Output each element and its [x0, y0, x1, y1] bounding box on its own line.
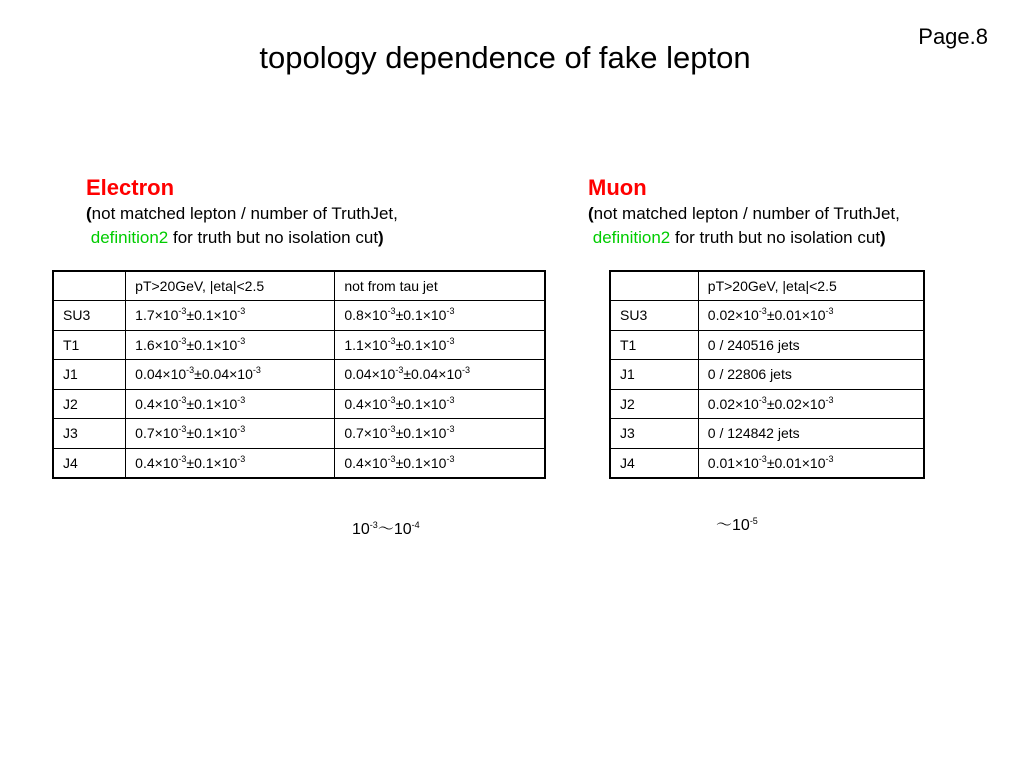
table-cell: 0 / 240516 jets — [698, 330, 924, 360]
table-cell: T1 — [610, 330, 698, 360]
table-header-cell: pT>20GeV, |eta|<2.5 — [698, 271, 924, 301]
muon-heading: Muon — [588, 175, 647, 200]
table-row — [610, 448, 924, 478]
table-cell: $1.7\times 10^{-3}\pm 0.1\times 10^{-3}$ — [126, 301, 335, 331]
table-cell: $0.4\times 10^{-3}\pm 0.1\times 10^{-3}$ — [335, 389, 545, 419]
muon-section — [588, 174, 900, 250]
table-cell: $0.02\times 10^{-3}\pm 0.01\times 10^{-3}$ — [698, 301, 924, 331]
table-cell: SU3 — [610, 301, 698, 331]
table-row — [53, 330, 545, 360]
table-cell: 0 / 22806 jets — [698, 360, 924, 390]
table-row — [610, 330, 924, 360]
table-row — [53, 448, 545, 478]
table-cell: $0.7\times 10^{-3}\pm 0.1\times 10^{-3}$ — [126, 419, 335, 449]
electron-desc-text2: for truth but no isolation cut — [168, 228, 379, 247]
electron-description-line2 — [86, 226, 398, 250]
table-cell: $0.04\times 10^{-3}\pm 0.04\times 10^{-3}$ — [126, 360, 335, 390]
table-cell: T1 — [53, 330, 126, 360]
table-header-cell — [610, 271, 698, 301]
table-row — [610, 389, 924, 419]
table-row — [610, 301, 924, 331]
electron-table — [52, 270, 546, 479]
table-header-row — [610, 271, 924, 301]
table-row — [53, 389, 545, 419]
table-cell: $0.01\times 10^{-3}\pm 0.01\times 10^{-3}$ — [698, 448, 924, 478]
electron-close-paren: ) — [378, 228, 384, 247]
table-cell: $0.4\times 10^{-3}\pm 0.1\times 10^{-3}$ — [126, 448, 335, 478]
electron-range-note: $10^{-3}\sim 10^{-4}$ — [352, 520, 420, 538]
muon-range-note: $\sim 10^{-5}$ — [716, 516, 758, 534]
table-cell: $0.4\times 10^{-3}\pm 0.1\times 10^{-3}$ — [335, 448, 545, 478]
table-header-cell — [53, 271, 126, 301]
table-cell: $1.6\times 10^{-3}\pm 0.1\times 10^{-3}$ — [126, 330, 335, 360]
table-cell: J1 — [53, 360, 126, 390]
table-cell: J3 — [53, 419, 126, 449]
muon-definition-label: definition2 — [592, 228, 671, 247]
table-header-cell: pT>20GeV, |eta|<2.5 — [126, 271, 335, 301]
electron-open-paren: ( — [86, 204, 92, 223]
muon-table — [609, 270, 925, 479]
table-row — [610, 360, 924, 390]
muon-description-line1 — [588, 202, 900, 226]
page-number: Page.8 — [918, 24, 988, 49]
table-cell: J1 — [610, 360, 698, 390]
table-cell: J2 — [53, 389, 126, 419]
electron-heading: Electron — [86, 175, 175, 200]
table-row — [53, 360, 545, 390]
electron-desc-text1: not matched lepton / number of TruthJet, — [91, 204, 398, 223]
table-cell: $0.7\times 10^{-3}\pm 0.1\times 10^{-3}$ — [335, 419, 545, 449]
table-cell: J4 — [53, 448, 126, 478]
muon-close-paren: ) — [880, 228, 886, 247]
muon-desc-text2: for truth but no isolation cut — [670, 228, 881, 247]
table-header-row — [53, 271, 545, 301]
slide-title: topology dependence of fake lepton — [259, 40, 751, 75]
table-cell: J3 — [610, 419, 698, 449]
table-cell: SU3 — [53, 301, 126, 331]
electron-definition-label: definition2 — [90, 228, 169, 247]
electron-description-line1 — [86, 202, 398, 226]
muon-open-paren: ( — [588, 204, 594, 223]
muon-desc-text1: not matched lepton / number of TruthJet, — [593, 204, 900, 223]
muon-description-line2 — [588, 226, 900, 250]
table-cell: $0.8\times 10^{-3}\pm 0.1\times 10^{-3}$ — [335, 301, 545, 331]
table-cell: J4 — [610, 448, 698, 478]
electron-section — [86, 174, 398, 250]
table-row — [610, 419, 924, 449]
table-cell: $0.04\times 10^{-3}\pm 0.04\times 10^{-3}$ — [335, 360, 545, 390]
table-cell: 0 / 124842 jets — [698, 419, 924, 449]
table-header-cell: not from tau jet — [335, 271, 545, 301]
table-row — [53, 419, 545, 449]
table-cell: $0.4\times 10^{-3}\pm 0.1\times 10^{-3}$ — [126, 389, 335, 419]
table-row — [53, 301, 545, 331]
table-cell: $0.02\times 10^{-3}\pm 0.02\times 10^{-3}$ — [698, 389, 924, 419]
table-cell: $1.1\times 10^{-3}\pm 0.1\times 10^{-3}$ — [335, 330, 545, 360]
table-cell: J2 — [610, 389, 698, 419]
